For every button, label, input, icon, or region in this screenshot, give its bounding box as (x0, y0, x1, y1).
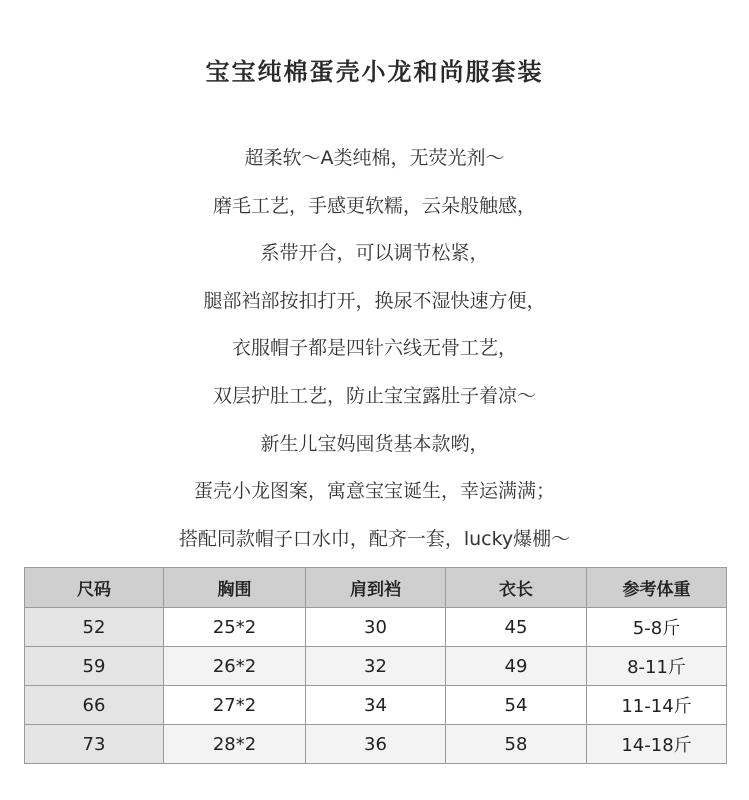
description-list (0, 138, 749, 566)
cell-size: 73 (25, 725, 164, 764)
cell-weight: 8-11斤 (587, 647, 727, 686)
header-chest: 胸围 (164, 568, 306, 608)
cell-length: 45 (446, 608, 587, 647)
header-length: 衣长 (446, 568, 587, 608)
cell-shoulder-to-crotch: 32 (306, 647, 446, 686)
description-line: 双层护肚工艺，防止宝宝露肚子着凉～ (212, 384, 536, 407)
header-shoulder-to-crotch: 肩到裆 (306, 568, 446, 608)
page-title: 宝宝纯棉蛋壳小龙和尚服套装 (205, 58, 544, 86)
description-line: 搭配同款帽子口水巾，配齐一套，lucky爆棚～ (178, 527, 571, 550)
description-line: 系带开合，可以调节松紧， (260, 242, 489, 265)
cell-shoulder-to-crotch: 30 (306, 608, 446, 647)
header-size: 尺码 (25, 568, 164, 608)
table-header-row (25, 568, 727, 608)
cell-weight: 11-14斤 (587, 686, 727, 725)
cell-weight: 5-8斤 (587, 608, 727, 647)
description-line: 腿部裆部按扣打开，换尿不湿快速方便， (203, 289, 546, 312)
cell-size: 52 (25, 608, 164, 647)
description-line: 新生儿宝妈囤货基本款哟， (260, 432, 489, 455)
table-row (25, 725, 727, 764)
table-row (25, 608, 727, 647)
description-line: 超柔软～A类纯棉，无荧光剂～ (244, 147, 505, 169)
cell-length: 58 (446, 725, 587, 764)
cell-weight: 14-18斤 (587, 725, 727, 764)
table-row (25, 686, 727, 725)
cell-size: 66 (25, 686, 164, 725)
description-line: 磨毛工艺，手感更软糯，云朵般触感， (212, 194, 536, 217)
cell-shoulder-to-crotch: 34 (306, 686, 446, 725)
size-chart-table (24, 567, 727, 764)
cell-chest: 27*2 (164, 686, 306, 725)
description-line: 衣服帽子都是四针六线无骨工艺， (231, 337, 517, 360)
table-row (25, 647, 727, 686)
cell-shoulder-to-crotch: 36 (306, 725, 446, 764)
cell-length: 49 (446, 647, 587, 686)
cell-size: 59 (25, 647, 164, 686)
cell-chest: 26*2 (164, 647, 306, 686)
header-weight: 参考体重 (587, 568, 727, 608)
description-line: 蛋壳小龙图案，寓意宝宝诞生，幸运满满； (193, 480, 555, 503)
cell-chest: 25*2 (164, 608, 306, 647)
cell-chest: 28*2 (164, 725, 306, 764)
cell-length: 54 (446, 686, 587, 725)
